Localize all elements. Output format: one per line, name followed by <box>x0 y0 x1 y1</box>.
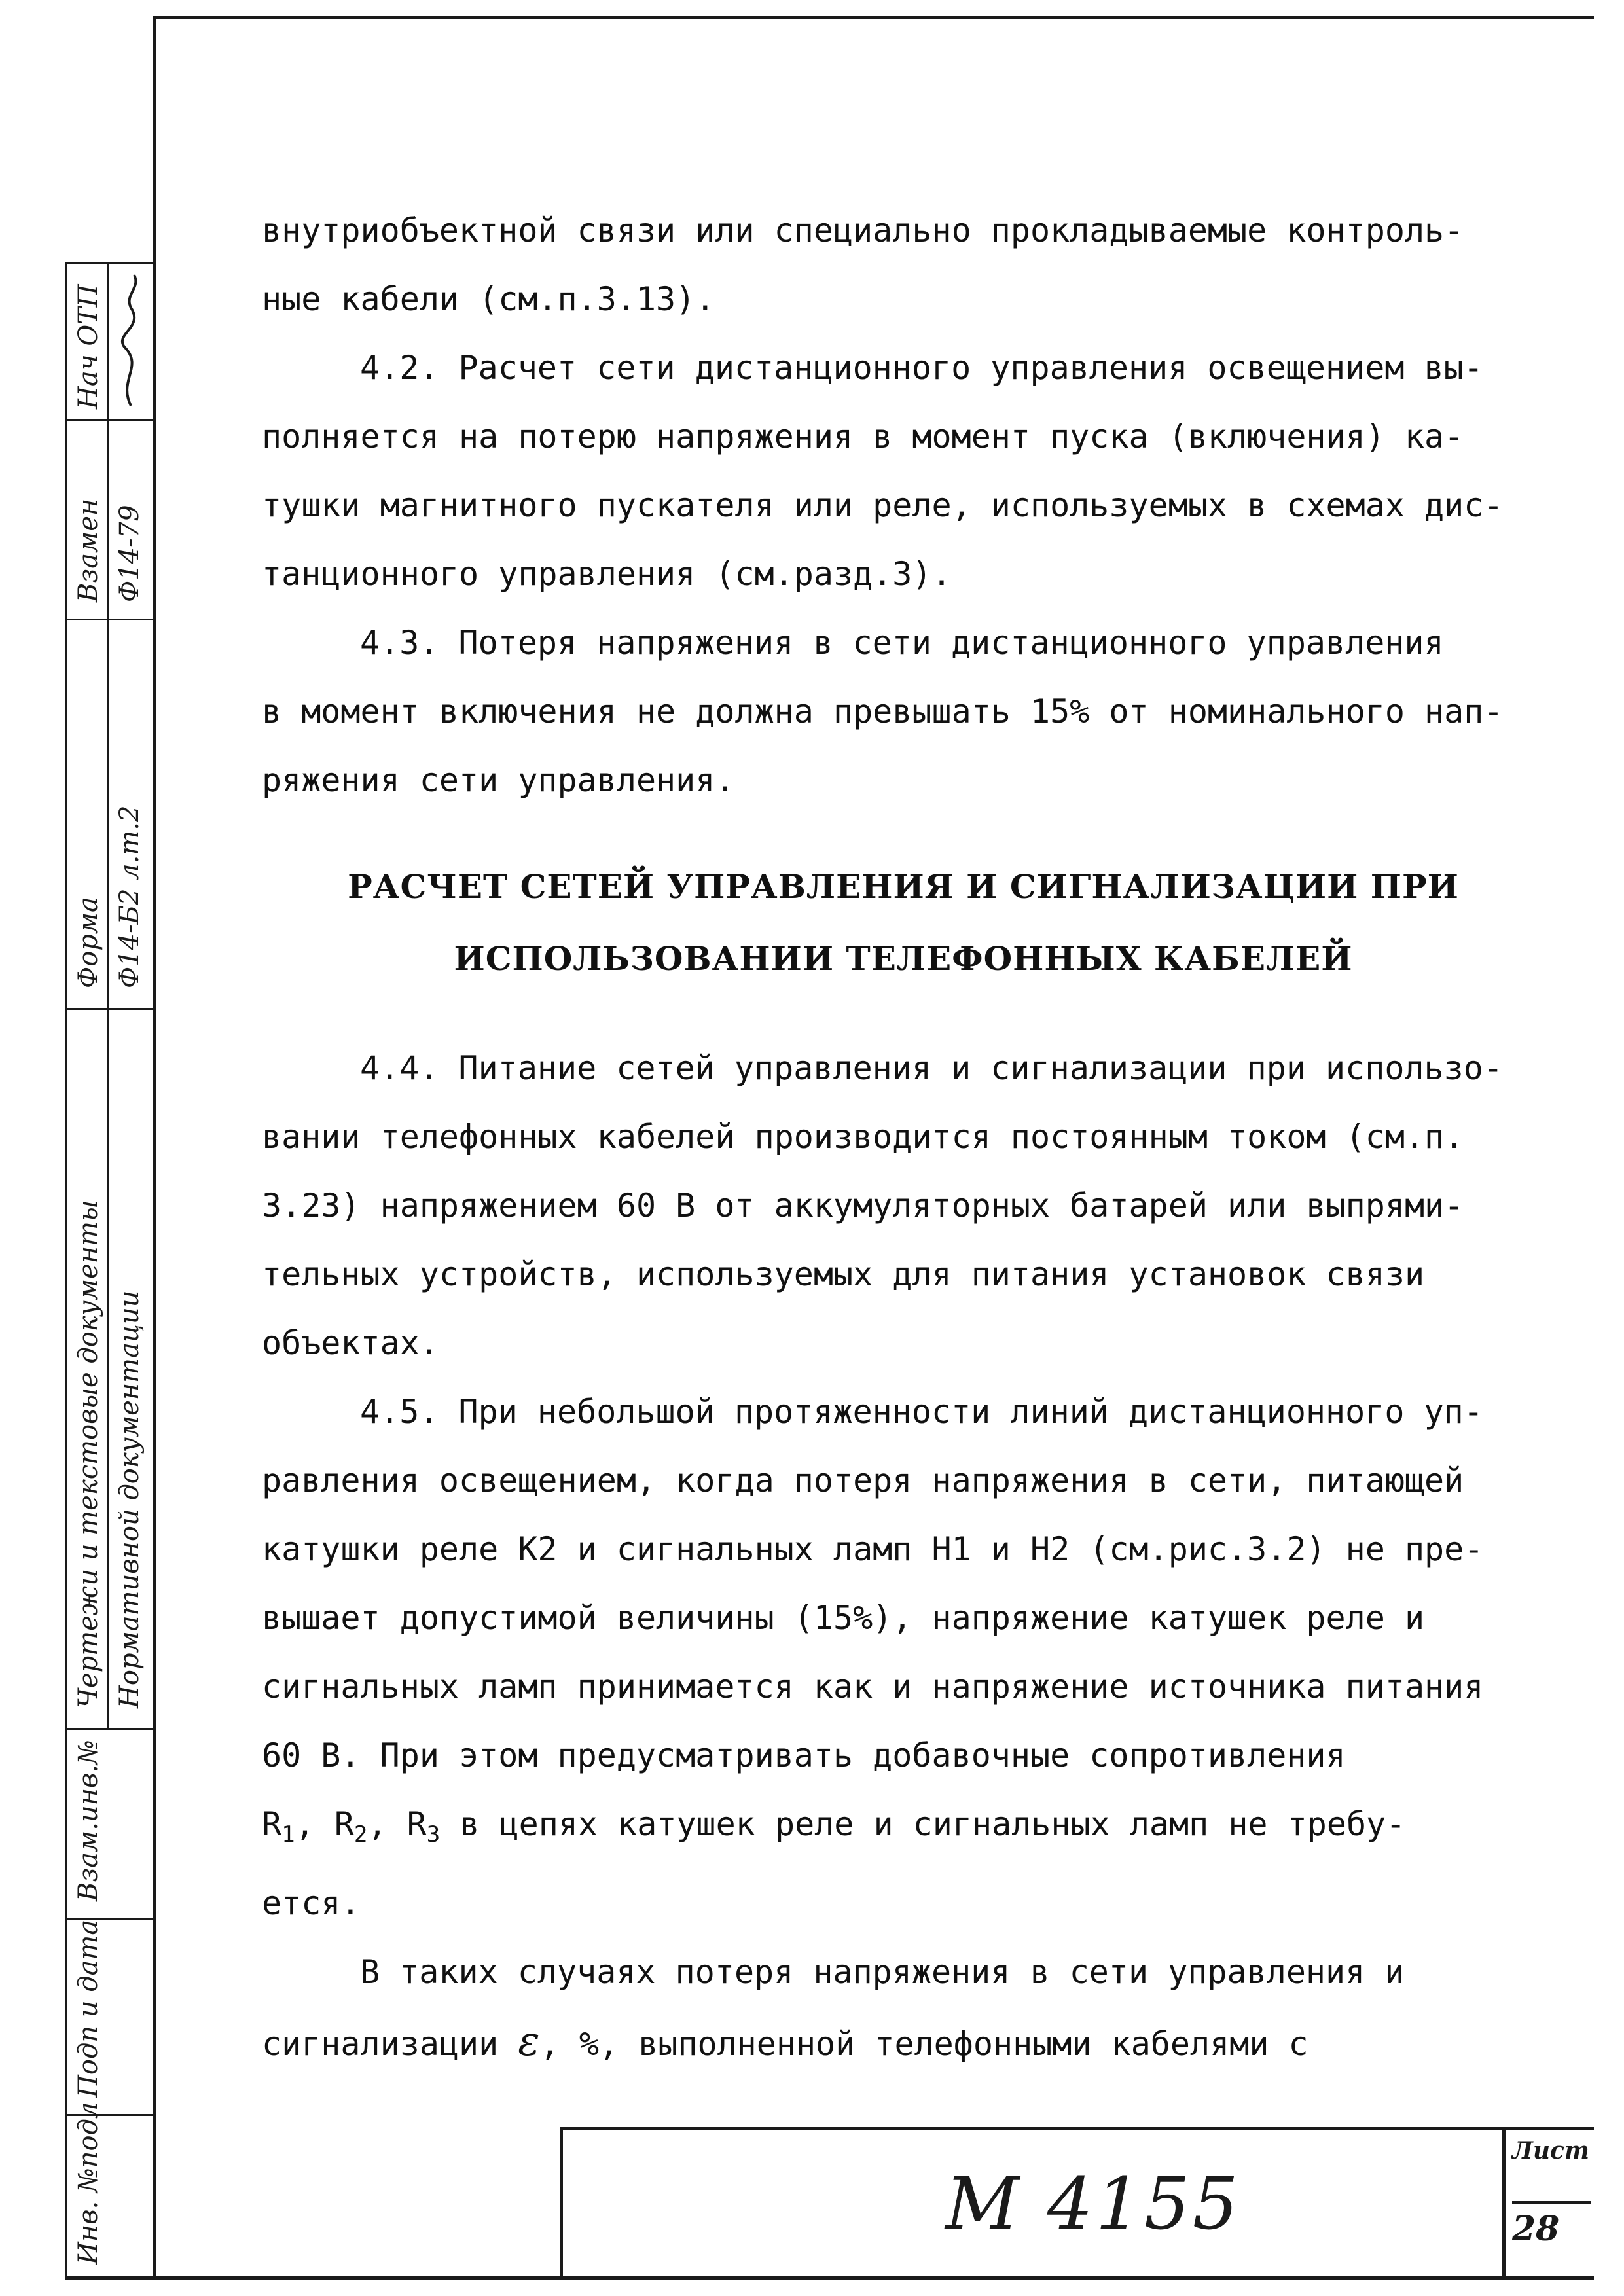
stamp-doc-type-line2: Чертежи и текстовые документы <box>73 1200 103 1708</box>
text-line: ется. <box>262 1884 361 1922</box>
text-line: 4.2. Расчет сети дистанционного управления освещением вы- <box>360 349 1483 387</box>
text-line: 3.23) напряжением 60 В от аккумуляторных батарей или выпрями- <box>262 1187 1464 1225</box>
stamp-vzamen-value: Ф14-79 <box>115 505 145 602</box>
text-line: ряжения сети управления. <box>262 761 735 799</box>
text-line: В таких случаях потеря напряжения в сети управления и <box>360 1953 1405 1991</box>
signature-icon <box>111 268 151 412</box>
text-line <box>262 2017 1308 2065</box>
document-code: М 4155 <box>945 2162 1241 2246</box>
paragraph-4-3 <box>262 609 1545 815</box>
paragraph-4-2 <box>262 334 1545 609</box>
paragraph-continuation <box>262 196 1545 334</box>
sheet-cell <box>1502 2130 1597 2280</box>
document-body <box>262 196 1545 815</box>
stamp-divider <box>65 1728 156 1730</box>
text-segment: сигнализации <box>262 2025 499 2063</box>
margin-stamp-column <box>65 262 154 2278</box>
stamp-inv-podl: Инв. №подл <box>73 2102 103 2265</box>
title-block <box>560 2127 1594 2280</box>
text-line: 4.5. При небольшой протяженности линий дистанционного уп- <box>360 1393 1483 1431</box>
text-line: 4.3. Потеря напряжения в сети дистанционного управления <box>360 624 1444 662</box>
text-line: 60 В. При этом предусматривать добавочные сопротивления <box>262 1736 1346 1774</box>
text-line: в момент включения не должна превышать 15% от номинального нап- <box>262 692 1504 730</box>
frame-top-border <box>154 16 1594 19</box>
resistor-r3: R <box>406 1805 427 1843</box>
text-line: $R_1$, $R_2$, $R_3$ в цепях катушек реле и сигнальных ламп не требу- <box>262 1805 1406 1848</box>
text-line: объектах. <box>262 1324 439 1362</box>
text-line: ные кабели (см.п.3.13). <box>262 280 715 318</box>
resistor-r2: R <box>334 1805 354 1843</box>
stamp-vertical-divider <box>107 262 109 1008</box>
text-line: танционного управления (см.разд.3). <box>262 555 952 593</box>
stamp-vzamen-label: Взамен <box>73 498 103 602</box>
resistor-r1: R <box>262 1805 282 1843</box>
stamp-divider <box>65 619 156 620</box>
stamp-forma-label: Форма <box>73 897 103 988</box>
resistor-r2-subscript: 2 <box>353 1821 368 1848</box>
stamp-podp-data: Подп и дата <box>73 1919 103 2098</box>
sheet-label: Лист <box>1512 2137 1590 2164</box>
text-line: 4.4. Питание сетей управления и сигнализации при использо- <box>360 1049 1503 1087</box>
text-segment: , %, выполненной телефонными кабелями с <box>539 2025 1308 2063</box>
paragraph-cases <box>262 1938 1545 2079</box>
heading-line: РАСЧЕТ СЕТЕЙ УПРАВЛЕНИЯ И СИГНАЛИЗАЦИИ ПРИ <box>348 867 1459 906</box>
heading-line: ИСПОЛЬЗОВАНИИ ТЕЛЕФОННЫХ КАБЕЛЕЙ <box>454 939 1353 978</box>
sheet-number: 28 <box>1512 2201 1591 2249</box>
epsilon-symbol: ε <box>518 2017 540 2065</box>
text-line: тельных устройств, используемых для питания установок связи <box>262 1255 1425 1293</box>
document-body-continued <box>262 1034 1545 2079</box>
paragraph-4-4 <box>262 1034 1545 1378</box>
stamp-vertical-divider <box>107 1008 109 1728</box>
stamp-divider <box>65 419 156 421</box>
paragraph-4-5 <box>262 1378 1545 1938</box>
text-line-tail: в цепях катушек реле и сигнальных ламп не требу- <box>460 1805 1406 1843</box>
stamp-vzam-inv: Взам.инв.№ <box>73 1740 103 1901</box>
stamp-divider <box>65 1008 156 1010</box>
text-line: вышает допустимой величины (15%), напряжение катушек реле и <box>262 1599 1425 1637</box>
stamp-forma-value: Ф14-Б2 л.т.2 <box>115 805 145 988</box>
stamp-nach-otp: Нач ОТП <box>73 284 103 409</box>
text-line: тушки магнитного пускателя или реле, используемых в схемах дис- <box>262 486 1504 524</box>
resistor-r3-subscript: 3 <box>426 1821 441 1848</box>
stamp-doc-type-line1: Нормативной документации <box>115 1290 145 1708</box>
text-line: равления освещением, когда потеря напряжения в сети, питающей <box>262 1462 1464 1499</box>
text-line: вании телефонных кабелей производится постоянным током (см.п. <box>262 1118 1464 1156</box>
text-line: сигнальных ламп принимается как и напряжение источника питания <box>262 1668 1484 1706</box>
section-heading <box>262 851 1545 995</box>
resistor-r1-subscript: 1 <box>281 1821 295 1848</box>
text-line: катушки реле К2 и сигнальных ламп Н1 и Н2 (см.рис.3.2) не пре- <box>262 1530 1484 1568</box>
text-line: внутриобъектной связи или специально прокладываемые контроль- <box>262 211 1464 249</box>
text-line: полняется на потерю напряжения в момент пуска (включения) ка- <box>262 418 1464 456</box>
